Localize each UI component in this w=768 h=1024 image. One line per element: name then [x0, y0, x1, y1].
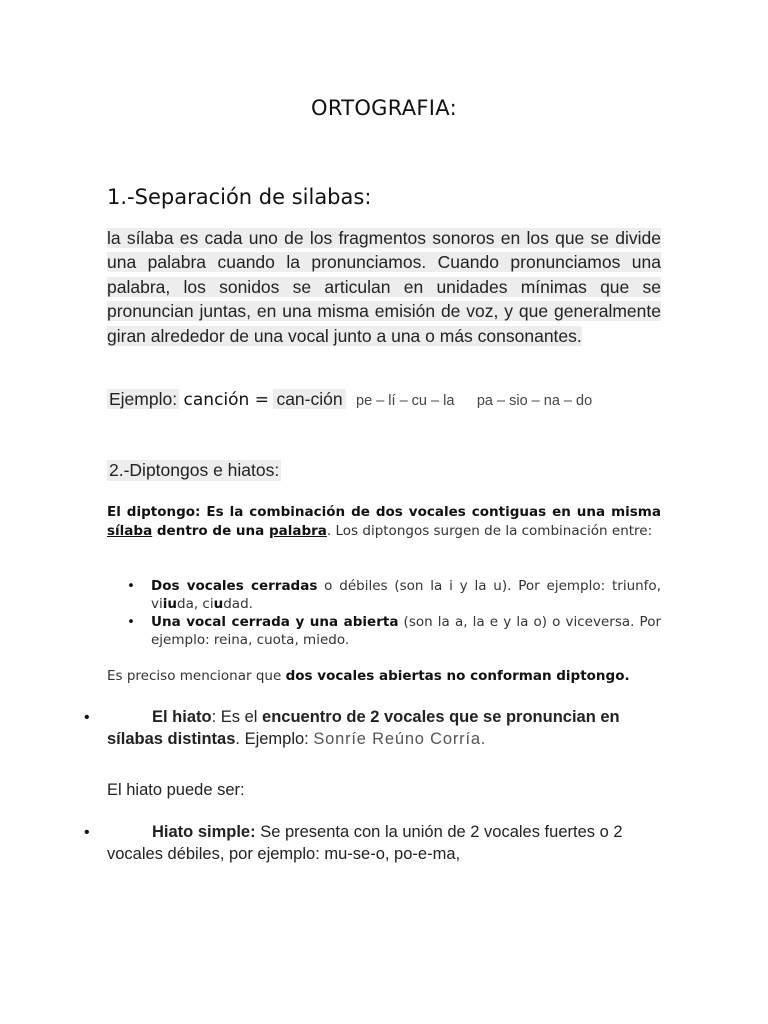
- list-item-bold: Una vocal cerrada y una abierta: [151, 614, 399, 630]
- hiato-term: El hiato: [152, 708, 212, 726]
- example-extra-pelicula: pe – lí – cu – la: [356, 393, 455, 409]
- page-title: ORTOGRAFIA:: [311, 96, 457, 120]
- example-word: canción =: [183, 390, 269, 410]
- diptongo-term: El diptongo: [107, 504, 196, 520]
- diptongo-definition: [107, 503, 661, 541]
- hiato-simple-term: Hiato simple:: [152, 823, 256, 841]
- section-heading-silabas: 1.-Separación de silabas:: [107, 185, 372, 209]
- link-silaba[interactable]: sílaba: [107, 523, 153, 539]
- diptongo-def-a: : Es la combinación de dos vocales contiguas en una misma: [195, 504, 661, 520]
- diptongo-def-c: . Los diptongos surgen de la combinación entre:: [326, 523, 653, 539]
- hiato-dot: .: [235, 730, 245, 748]
- hiato-bullet: •: [84, 709, 90, 726]
- hiato-simple: [107, 821, 663, 865]
- link-palabra[interactable]: palabra: [268, 523, 327, 539]
- hiato-examples: Sonríe Reúno Corría.: [313, 730, 487, 748]
- hiato-example-label: Ejemplo:: [244, 730, 309, 748]
- hiato-bold: encuentro de 2 vocales que se pronuncian en sílabas distintas: [107, 708, 620, 748]
- list-item-text: dad.: [223, 596, 253, 612]
- diptongo-def-b: dentro de una: [152, 523, 269, 539]
- list-item-bold-inline: u: [213, 596, 224, 612]
- preciso-text: Es preciso mencionar que: [107, 668, 286, 684]
- section-heading-diptongos: 2.-Diptongos e hiatos:: [109, 460, 280, 480]
- simple-bullet: •: [84, 824, 90, 841]
- list-item-text: da, ci: [177, 596, 214, 612]
- silaba-example-line: [107, 389, 677, 410]
- diptongo-list: [107, 577, 661, 649]
- list-item-bold-inline: iu: [162, 596, 177, 612]
- hiato-simple-text: Se presenta con la unión de 2 vocales fuertes o 2 vocales débiles, por ejemplo: mu-se-o, po-e-ma,: [107, 823, 623, 863]
- example-split: can-ción: [273, 389, 345, 409]
- hiato-definition: [107, 706, 663, 750]
- preciso-bold: dos vocales abiertas no conforman diptongo.: [285, 668, 630, 684]
- list-item: [107, 613, 661, 649]
- list-item: [107, 577, 661, 613]
- example-label: Ejemplo:: [109, 389, 178, 409]
- preciso-note: [107, 668, 667, 684]
- silaba-definition-paragraph: [107, 226, 661, 348]
- list-item-bold: Dos vocales cerradas: [151, 578, 318, 594]
- hiato-sep: : Es el: [211, 708, 263, 726]
- hiato-puede-ser: El hiato puede ser:: [107, 781, 245, 799]
- silaba-definition-text: la sílaba es cada uno de los fragmentos sonoros en los que se divide una palabra cuando la pronunciamos. Cuando pronunciamos una palabra, los sonidos se articulan en unidades mínimas que se pronuncian juntas, en una misma emisión de voz, y que generalmente giran alrededor de una vocal junto a una o más consonantes.: [107, 228, 661, 346]
- example-extra-pasionado: pa – sio – na – do: [476, 393, 593, 409]
- list-item-text: o débiles (son la i y la u). Por ejemplo: triunfo, vi: [151, 578, 661, 612]
- list-item-text: (son la a, la e y la o) o viceversa. Por ejemplo: reina, cuota, miedo.: [151, 614, 662, 648]
